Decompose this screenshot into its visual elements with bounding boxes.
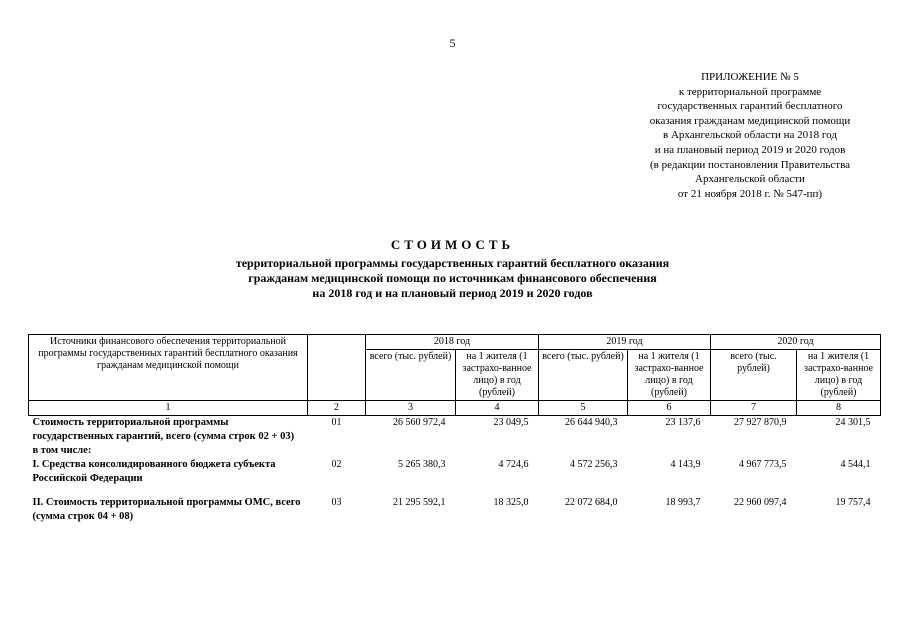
table-row (29, 416, 881, 445)
page-number: 5 (449, 36, 456, 50)
row-name: I. Средства консолидированного бюджета субъекта Российской Федерации (32, 459, 276, 484)
row-value: 4 544,1 (840, 459, 871, 470)
appendix-line: Архангельской области (695, 173, 805, 186)
cost-table (28, 334, 881, 524)
appendix-line: к территориальной программе (678, 85, 822, 98)
row-value: 26 644 940,3 (565, 417, 618, 428)
appendix-line: оказания гражданам медицинской помощи (649, 114, 851, 127)
code-header (308, 335, 366, 401)
subtitle-line: территориальной программы государственных гарантий бесплатного оказания (235, 256, 670, 270)
document-title: СТОИМОСТЬ (390, 237, 515, 252)
subtitle-line: гражданам медицинской помощи по источникам финансового обеспечения (248, 271, 657, 285)
row-value: 21 295 592,1 (393, 497, 446, 508)
column-number: 4 (456, 401, 539, 416)
total-header: всего (тыс. рублей) (711, 350, 797, 401)
total-header: всего (тыс. рублей) (539, 350, 628, 401)
row-name: II. Стоимость территориальной программы ОМС, всего (сумма строк 04 + 08) (32, 497, 301, 522)
appendix-line: (в редакции постановления Правительства (649, 158, 851, 171)
row-value: 23 137,6 (665, 417, 701, 428)
column-number: 7 (711, 401, 797, 416)
row-value: 26 560 972,4 (393, 417, 446, 428)
row-code: 02 (331, 459, 342, 470)
row-value: 18 993,7 (665, 497, 701, 508)
row-code: 03 (331, 497, 342, 508)
column-number: 5 (539, 401, 628, 416)
column-number: 6 (628, 401, 711, 416)
per-capita-header: на 1 жителя (1 застрахо-ванное лицо) в год (рублей) (797, 350, 881, 401)
row-value: 4 143,9 (670, 459, 701, 470)
row-value: 22 960 097,4 (734, 497, 787, 508)
row-value: 4 967 773,5 (739, 459, 787, 470)
row-name: Стоимость территориальной программы государственных гарантий, всего (сумма строк 02 + 03) (32, 417, 295, 442)
appendix-line: в Архангельской области на 2018 год (663, 129, 837, 142)
per-capita-header: на 1 жителя (1 застрахо-ванное лицо) в год (рублей) (628, 350, 711, 401)
appendix-line: и на плановый период 2019 и 2020 годов (654, 143, 846, 156)
row-value: 5 265 380,3 (398, 459, 446, 470)
row-code: 01 (331, 417, 342, 428)
appendix-line: от 21 ноября 2018 г. № 547-пп) (677, 187, 823, 200)
row-name: в том числе: (32, 445, 92, 456)
row-value: 4 572 256,3 (570, 459, 618, 470)
document-subtitle (0, 256, 905, 301)
table-row (29, 444, 881, 458)
row-value: 23 049,5 (493, 417, 529, 428)
column-number-row (29, 401, 881, 416)
row-value: 24 301,5 (835, 417, 871, 428)
row-value: 19 757,4 (835, 497, 871, 508)
column-number: 1 (29, 401, 308, 416)
per-capita-header: на 1 жителя (1 застрахо-ванное лицо) в год (рублей) (456, 350, 539, 401)
appendix-block (620, 70, 880, 201)
source-header: Источники финансового обеспечения территориальной программы государственных гарантий бесплатного оказания гражданам медицинской помощи (29, 335, 308, 401)
year-header: 2018 год (366, 335, 539, 350)
column-number: 8 (797, 401, 881, 416)
appendix-line: ПРИЛОЖЕНИЕ № 5 (701, 71, 799, 83)
row-value: 27 927 870,9 (734, 417, 787, 428)
row-value: 22 072 684,0 (565, 497, 618, 508)
row-value: 18 325,0 (493, 497, 529, 508)
column-number: 2 (308, 401, 366, 416)
column-number: 3 (366, 401, 456, 416)
year-header: 2020 год (711, 335, 881, 350)
table-row (29, 496, 881, 524)
year-header: 2019 год (539, 335, 711, 350)
table-row (29, 458, 881, 486)
subtitle-line: на 2018 год и на плановый период 2019 и 2020 годов (312, 286, 593, 300)
total-header: всего (тыс. рублей) (366, 350, 456, 401)
row-value: 4 724,6 (498, 459, 529, 470)
appendix-line: государственных гарантий бесплатного (657, 100, 843, 113)
